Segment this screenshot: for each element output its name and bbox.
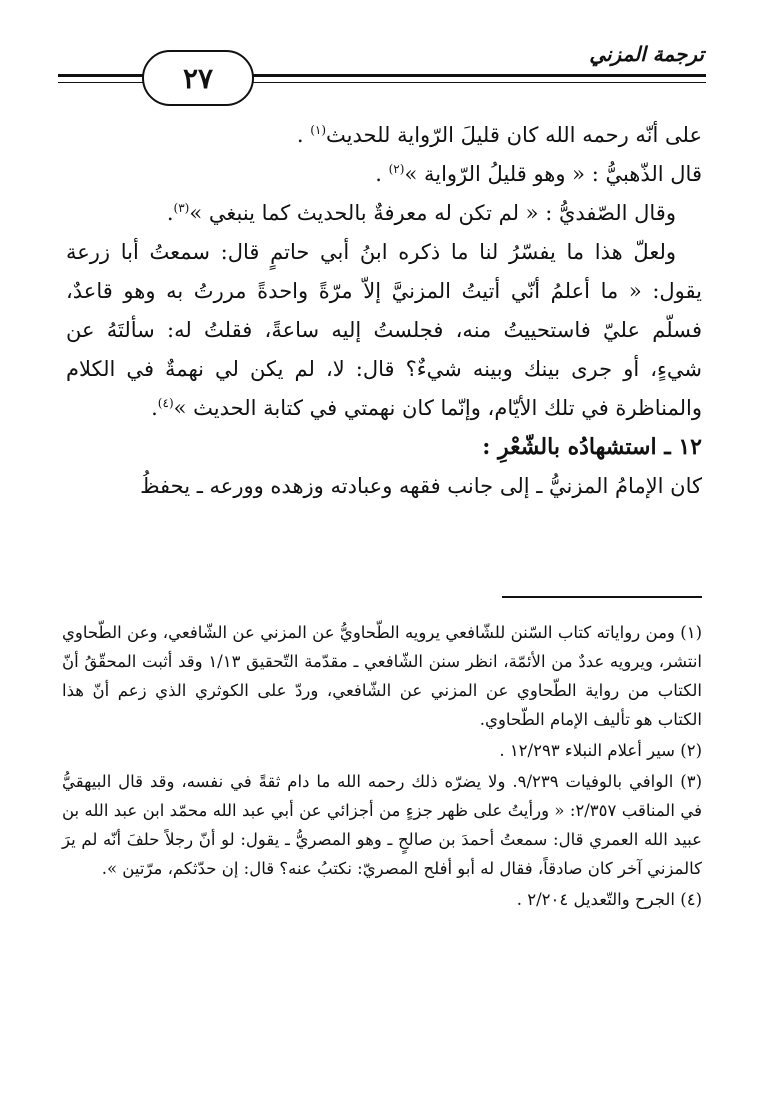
footnote-ref-2: (٢)	[388, 162, 405, 176]
section-heading: ١٢ ـ استشهادُه بالشّعْرِ :	[482, 434, 702, 460]
paragraph-3: وقال الصّفديُّ : « لم تكن له معرفةٌ بالحديث كما ينبغي »$^{(٣)}$.	[166, 201, 676, 225]
main-text	[66, 116, 702, 506]
footnote-1: (١) ومن رواياته كتاب السّنن للشّافعي يرويه الطّحاويُّ عن المزني عن الشّافعي، وعن الطّحاوي انتشر، ويرويه عددٌ من الأئمّة، انظر سنن الشّافعي ـ مقدّمة التّحقيق ١/١٣ وقد أثبت المحقّقُ أنّ الكتاب من رواية الطّحاوي عن المزني عن الشّافعي، وردّ على الكوثري الذي زعم أنّ هذا الكتاب هو تأليف الإمام الطّحاوي.	[62, 623, 702, 729]
footnote-ref-4: (٤)	[157, 396, 174, 410]
paragraph-2: قال الذّهبيُّ : « وهو قليلُ الرّواية »$^{(٢)}$ .	[375, 162, 702, 186]
page-number-badge	[142, 50, 254, 106]
footnotes	[62, 618, 702, 916]
footnote-ref-1: (١)	[310, 123, 327, 137]
paragraph-4: ولعلّ هذا ما يفسّرُ لنا ما ذكره ابنُ أبي حاتمٍ قال: سمعتُ أبا زرعة يقول: « ما أعلمُ أنّي أتيتُ المزنيَّ إلاّ مرّةً واحدةً مررتُ به وهو قاعدٌ، فسلّم عليّ فاستحييتُ منه، فجلستُ إليه ساعةً، فقلتُ له: سألتَهُ عن شيءٍ، أو جرى بينك وبينه شيءٌ؟ قال: لا، لم يكن لي نهمةٌ في الكلام والمناظرة في تلك الأيّام، وإنّما كان نهمتي في كتابة الحديث »$^{(٤)}$.	[66, 240, 702, 420]
running-title: ترجمة المزني	[589, 42, 704, 66]
footnote-ref-3: (٣)	[173, 201, 190, 215]
footnote-3: (٣) الوافي بالوفيات ٩/٢٣٩. ولا يضرّه ذلك رحمه الله ما دام ثقةً في نفسه، وقد قال البيهقيُّ في المناقب ٢/٣٥٧: « ورأيتُ على ظهر جزءٍ من أجزائي عن أبي عبد الله محمّد ابن عبد الله بن عبيد الله العمري قال: سمعتُ أحمدَ بن صالحٍ ـ وهو المصريُّ ـ يقول: لو أنّ رجلاً حلفَ أنّه لم يرَ كالمزني آخر كان صادقاً، فقال له أبو أفلح المصريّ: نكتبُ عنه؟ قال: إن حدّثكم، مرّتين ».	[62, 772, 702, 878]
footnote-4: (٤) الجرح والتّعديل ٢/٢٠٤ .	[516, 890, 702, 909]
footnote-separator	[502, 596, 702, 598]
footnote-2: (٢) سير أعلام النبلاء ١٢/٢٩٣ .	[499, 741, 702, 760]
paragraph-1: على أنّه رحمه الله كان قليلَ الرّواية للحديث$^{(١)}$ .	[296, 123, 702, 147]
paragraph-5: كان الإمامُ المزنيُّ ـ إلى جانب فقهه وعبادته وزهده وورعه ـ يحفظُ	[140, 474, 702, 498]
page-number: ٢٧	[182, 61, 214, 95]
